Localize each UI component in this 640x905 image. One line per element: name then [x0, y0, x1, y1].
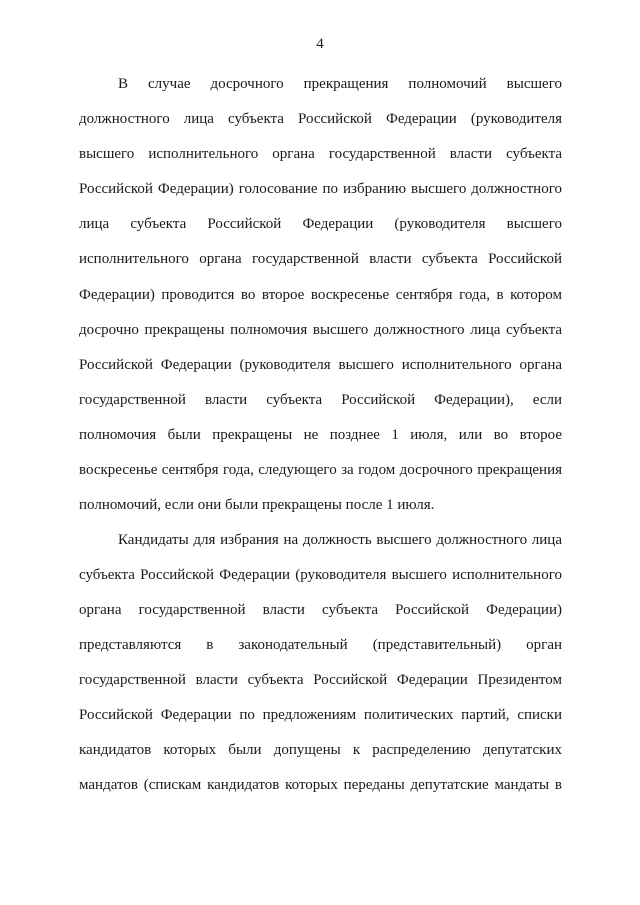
paragraph-2-line-1: Кандидаты для избрания на должность высшего должностного лица	[118, 532, 562, 548]
paragraph-2-line-3: органа государственной власти субъекта Российской Федерации)	[79, 602, 562, 618]
paragraph-2-line-5: государственной власти субъекта Российской Федерации Президентом	[79, 672, 562, 688]
paragraph-1-line-9: Российской Федерации (руководителя высшего исполнительного органа	[79, 357, 562, 373]
paragraph-1-line-1: В случае досрочного прекращения полномочий высшего	[118, 76, 562, 92]
paragraph-1-line-2: должностного лица субъекта Российской Федерации (руководителя	[79, 111, 562, 127]
paragraph-2-line-4: представляются в законодательный (представительный) орган	[79, 637, 562, 653]
paragraph-1-line-12: воскресенье сентября года, следующего за годом досрочного прекращения	[79, 462, 562, 478]
paragraph-2-line-6: Российской Федерации по предложениям политических партий, списки	[79, 707, 562, 723]
paragraph-2-line-8: мандатов (спискам кандидатов которых переданы депутатские мандаты в	[79, 777, 562, 793]
paragraph-1-line-13: полномочий, если они были прекращены после 1 июля.	[79, 497, 435, 513]
paragraph-1-line-4: Российской Федерации) голосование по избранию высшего должностного	[79, 181, 562, 197]
paragraph-1-line-3: высшего исполнительного органа государственной власти субъекта	[79, 146, 562, 162]
paragraph-1-line-6: исполнительного органа государственной власти субъекта Российской	[79, 251, 562, 267]
paragraph-1-line-10: государственной власти субъекта Российской Федерации), если	[79, 392, 562, 408]
paragraph-1-line-7: Федерации) проводится во второе воскресенье сентября года, в котором	[79, 287, 562, 303]
paragraph-1-line-5: лица субъекта Российской Федерации (руководителя высшего	[79, 216, 562, 232]
paragraph-2-line-7: кандидатов которых были допущены к распределению депутатских	[79, 742, 562, 758]
paragraph-2-line-2: субъекта Российской Федерации (руководителя высшего исполнительного	[79, 567, 562, 583]
paragraph-1-line-11: полномочия были прекращены не позднее 1 июля, или во второе	[79, 427, 562, 443]
paragraph-1-line-8: досрочно прекращены полномочия высшего должностного лица субъекта	[79, 322, 562, 338]
page-number: 4	[316, 36, 324, 52]
